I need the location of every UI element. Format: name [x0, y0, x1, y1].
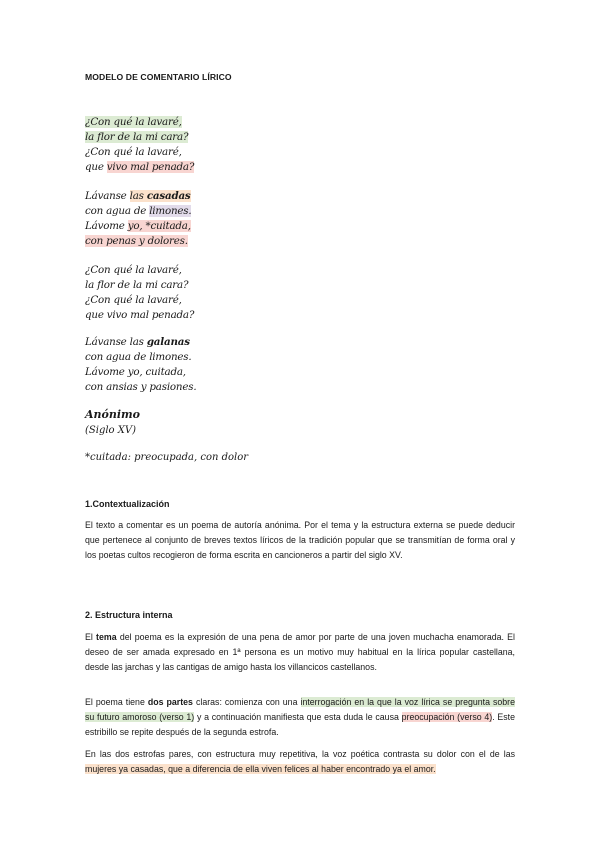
poem-line: la flor de la mi cara?: [85, 279, 189, 291]
section-heading-contextualizacion: 1.Contextualización: [85, 499, 170, 509]
poem-line: ¿Con qué la lavaré,: [85, 294, 182, 306]
poem-stanza-1: [85, 115, 194, 175]
paragraph-text: del poema es la expresión de una pena de amor por parte de una joven muchacha enamorada. El deseo de ser amada expresado en 1ª persona es un motivo muy habitual en la lírica popular castellana, desde las jarchas y las cantigas de amigo hasta los villancicos castellanos.: [85, 632, 515, 672]
document-title: MODELO DE COMENTARIO LÍRICO: [85, 72, 232, 82]
paragraph-estrofas: [85, 747, 515, 777]
poem-line: ¿Con qué la lavaré,: [85, 146, 182, 158]
highlight-question: interrogación en la que la voz lírica se pregunta sobre su futuro amoroso (verso 1): [85, 697, 516, 722]
poem-line: [85, 219, 191, 234]
poem-text: Lávanse: [85, 190, 130, 202]
poem-bold-word: galanas: [146, 336, 190, 348]
poem-text: que: [85, 161, 107, 173]
paragraph-bold: dos partes: [147, 697, 193, 707]
highlight-married: mujeres ya casadas, que a diferencia de ella viven felices al haber encontrado ya el amor.: [85, 764, 436, 774]
poem-line: [85, 130, 194, 145]
highlight-married: [130, 190, 191, 202]
highlight-question: ¿Con qué la lavaré,: [85, 116, 182, 128]
paragraph-bold: tema: [96, 632, 117, 642]
poem-line: [85, 335, 196, 350]
poem-attribution: [85, 407, 140, 439]
poem-line: ¿Con qué la lavaré,: [85, 264, 182, 276]
footnote: *cuitada: preocupada, con dolor: [85, 452, 249, 463]
paragraph-tema: [85, 630, 515, 675]
poem-author: Anónimo: [85, 408, 141, 421]
poem-stanza-4: [85, 335, 196, 395]
poem-line: Lávome yo, cuitada,: [85, 366, 186, 378]
poem-text: Lávanse las: [85, 336, 147, 348]
paragraph-text: claras: comienza con una: [192, 697, 301, 707]
paragraph-contextualizacion: El texto a comentar es un poema de autoría anónima. Por el tema y la estructura externa se puede deducir que pertenece al conjunto de breves textos líricos de la tradición popular que se transmitían de forma oral y los poetas cultos recogieron de forma escrita en cancioneros a partir del siglo XV.: [85, 520, 515, 560]
poem-line: [85, 189, 191, 204]
poem-line: con agua de limones.: [85, 351, 192, 363]
section-heading-estructura: 2. Estructura interna: [85, 610, 173, 620]
highlight-lemons: limones.: [149, 205, 192, 217]
paragraph-text: En las dos estrofas pares, con estructura muy repetitiva, la voz poética contrasta su dolor con el de las: [85, 749, 515, 759]
poem-line: [85, 115, 194, 130]
paragraph-text: . Este estribillo se repite después de la segunda estrofa.: [85, 712, 515, 737]
poem-line: con ansias y pasiones.: [85, 381, 197, 393]
poem-stanza-2: [85, 189, 191, 249]
highlight-worry: preocupación (verso 4): [401, 712, 493, 722]
poem-line: [85, 234, 191, 249]
highlight-question: la flor de la mi cara?: [85, 131, 189, 143]
highlight-sorrow: con penas y dolores.: [85, 235, 188, 247]
paragraph-text: El poema tiene: [85, 697, 148, 707]
poem-text: Lávome: [85, 220, 128, 232]
poem-text: con agua de: [85, 205, 150, 217]
poem-stanza-3: [85, 263, 194, 323]
paragraph-text: y a continuación manifiesta que esta duda le causa: [194, 712, 402, 722]
paragraph-text: El: [85, 632, 97, 642]
poem-line: que vivo mal penada?: [85, 309, 195, 321]
paragraph-partes: [85, 695, 515, 740]
poem-line: [85, 160, 194, 175]
poem-line: [85, 204, 191, 219]
highlight-worry: vivo mal penada?: [106, 161, 195, 173]
poem-text: las: [129, 190, 147, 202]
poem-century: (Siglo XV): [85, 425, 136, 436]
poem-bold-word: casadas: [146, 190, 191, 202]
highlight-sorrow: yo, *cuitada,: [127, 220, 191, 232]
